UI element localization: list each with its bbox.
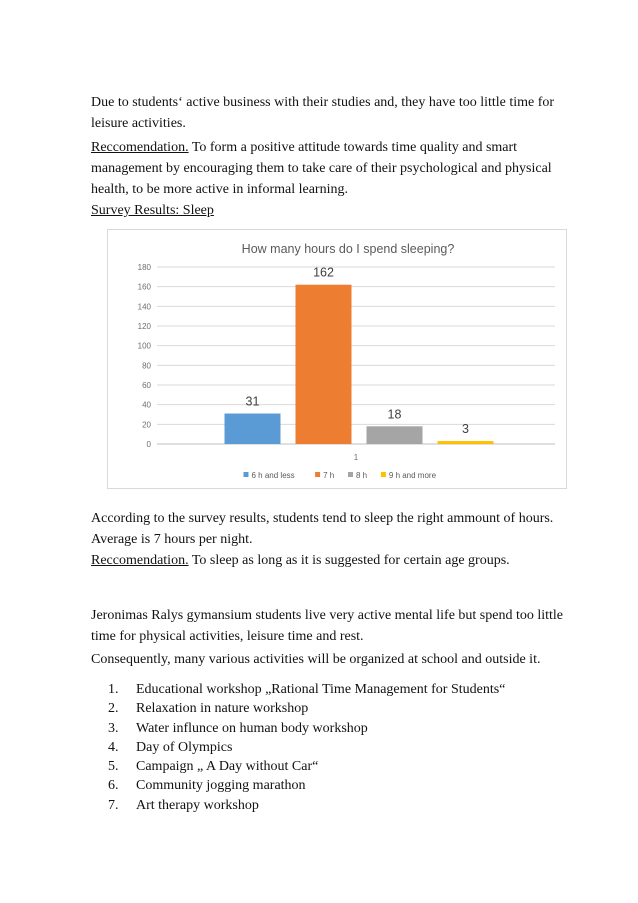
y-tick-label: 60 — [142, 381, 151, 390]
recommendation-1-line-2: management by encouraging them to take care of their psychological and physical — [91, 161, 552, 176]
y-tick-label: 160 — [137, 282, 151, 292]
bar — [225, 414, 281, 444]
legend-swatch — [381, 472, 386, 477]
survey-heading: Survey Results: Sleep — [91, 203, 214, 218]
list-item: 1. Educational workshop „Rational Time Management for Students“ — [108, 682, 506, 697]
legend-label: 9 h and more — [388, 471, 437, 480]
recommendation-2 — [91, 550, 591, 571]
y-tick-label: 100 — [137, 341, 151, 351]
recommendation-2-label: Reccomendation. — [91, 553, 189, 568]
recommendation-1 — [91, 137, 591, 200]
legend-swatch — [348, 472, 353, 477]
consequently-paragraph: Consequently, many various activities will be organized at school and outside it. — [91, 652, 541, 667]
legend-label: 8 h — [356, 471, 368, 480]
list-item: 5. Campaign „ A Day without Car“ — [108, 759, 319, 775]
data-label: 31 — [245, 394, 260, 409]
legend-swatch — [244, 472, 249, 477]
intro-line-2: leisure activities. — [91, 116, 186, 131]
data-label: 162 — [313, 265, 334, 280]
y-tick-label: 0 — [146, 440, 151, 449]
data-label: 3 — [462, 422, 469, 437]
list-item: 3. Water influnce on human body workshop — [108, 720, 368, 736]
activities-list — [91, 680, 591, 815]
results-line-2: Average is 7 hours per night. — [91, 532, 253, 547]
legend-label: 7 h — [323, 471, 335, 480]
sleep-chart — [107, 229, 567, 489]
intro-line-1: Due to students‘ active business with their studies and, they have too little time for — [91, 95, 555, 110]
bar — [367, 426, 423, 444]
y-tick-label: 140 — [137, 302, 151, 312]
recommendation-2-text: To sleep as long as it is suggested for certain age groups. — [188, 553, 510, 568]
list-item: 4. Day of Olympics — [108, 739, 233, 755]
intro-paragraph — [91, 92, 591, 134]
bar — [296, 285, 352, 444]
legend-label: 6 h and less — [251, 471, 295, 480]
sleep-chart-svg — [107, 229, 567, 489]
results-paragraph — [91, 508, 591, 550]
results-line-1: According to the survey results, students tend to sleep the right ammount of hours. — [91, 511, 554, 526]
list-item: 7. Art therapy workshop — [108, 797, 259, 813]
y-tick-label: 80 — [142, 361, 151, 371]
summary-line-1: Jeronimas Ralys gymansium students live very active mental life but spend too little — [91, 608, 564, 623]
bar — [438, 441, 494, 444]
list-item: 6. Community jogging marathon — [108, 778, 306, 794]
y-tick-label: 120 — [137, 322, 151, 331]
recommendation-1-line-3: health, to be more active in informal learning. — [91, 182, 348, 197]
summary-paragraph — [91, 605, 591, 647]
data-label: 18 — [387, 407, 402, 422]
list-item: 2. Relaxation in nature workshop — [108, 701, 309, 717]
x-tick-label: 1 — [353, 453, 359, 462]
y-tick-label: 20 — [142, 420, 151, 430]
recommendation-1-label: Reccomendation. — [91, 140, 189, 155]
chart-title: How many hours do I spend sleeping? — [241, 242, 455, 256]
summary-line-2: time for physical activities, leisure time and rest. — [91, 629, 364, 644]
recommendation-1-line-1: To form a positive attitude towards time quality and smart — [188, 140, 518, 155]
legend-swatch — [315, 472, 320, 477]
y-tick-label: 40 — [142, 400, 151, 410]
y-tick-label: 180 — [137, 263, 151, 272]
